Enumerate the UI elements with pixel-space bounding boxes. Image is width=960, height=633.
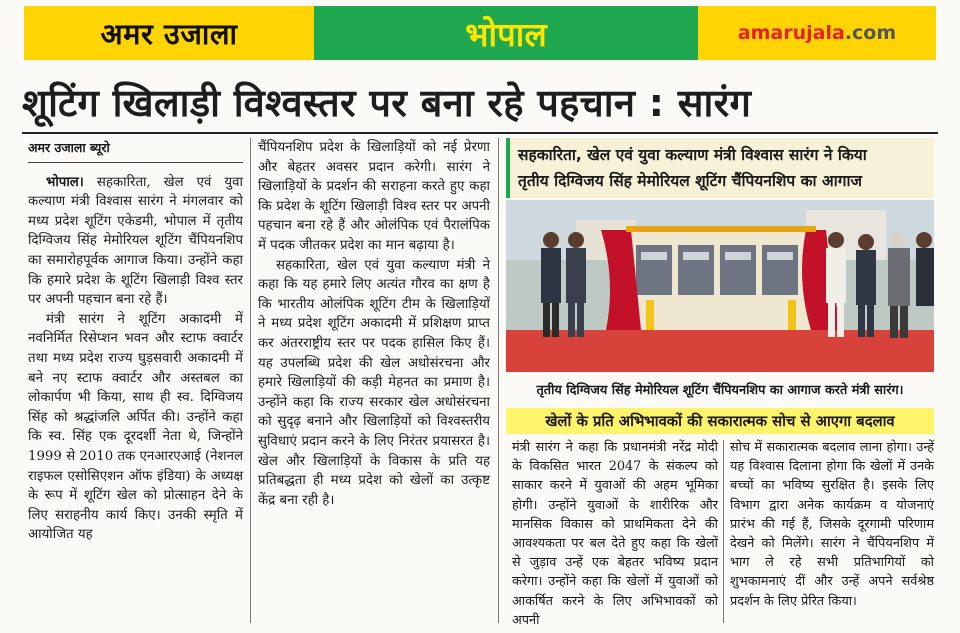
paragraph: मंत्री सारंग ने कहा कि प्रधानमंत्री नरेंद्र मोदी के विकसित भारत 2047 के संकल्प को साकार करने में युवाओं की अहम भूमिका होगी। उन्होंने युवाओं के शारीरिक और मानसिक विकास को प्राथमिकता देने की आवश्यकता पर बल देते हुए कहा कि खेलों से जुड़ाव उन्हें एक बेहतर भविष्य प्रदान करेगा। उन्होंने कहा कि खेलों में युवाओं को आकर्षित करने के लिए अभिभावकों को अपनी <box>512 440 718 628</box>
dateline: भोपाल। <box>46 174 84 190</box>
news-photo <box>506 200 934 372</box>
headline-text: शूटिंग खिलाड़ी विश्वस्तर पर बना रहे पहचान : सारंग <box>22 81 752 125</box>
article-column-4 <box>730 438 934 611</box>
headline-rule <box>22 132 938 134</box>
subheading-banner <box>506 408 934 434</box>
paragraph <box>28 173 243 310</box>
site-tld: .com <box>844 22 897 44</box>
edition-banner <box>314 6 698 60</box>
paragraph: सोच में सकारात्मक बदलाव लाना होगा। उन्हें यह विश्वास दिलाना होगा कि खेलों में उनके बच्चों का भविष्य सुरक्षित है। इसके लिए विभाग द्वारा अनेक कार्यक्रम व योजनाएं प्रारंभ की गई हैं, जिसके दूरगामी परिणाम देखने को मिलेंगे। सारंग ने चैंपियनशिप में भाग ले रहे सभी प्रतिभागियों को शुभकामनाएं दीं और उन्हें अपने सर्वश्रेष्ठ प्रदर्शन के लिए प्रेरित किया। <box>730 440 934 609</box>
paragraph: चैंपियनशिप प्रदेश के खिलाड़ियों को नई प्रेरणा और बेहतर अवसर प्रदान करेगी। सारंग ने खिलाड़ियों के प्रदर्शन की सराहना करते हुए कहा कि प्रदेश के शूटिंग खिलाड़ी विश्व स्तर पर अपनी पहचान बना रहे हैं और ओलंपिक एवं पैरालंपिक में पदक जीतकर प्रदेश का मान बढ़ाया है। <box>258 140 490 253</box>
masthead <box>0 0 960 70</box>
photo-scene-illustration <box>506 200 934 372</box>
photo-caption-text: तृतीय दिग्विजय सिंह मेमोरियल शूटिंग चैंपियनशिप का आगाज करते मंत्री सारंग। <box>536 383 904 398</box>
byline: अमर उजाला ब्यूरो <box>28 138 243 163</box>
website-banner <box>698 6 936 60</box>
photo-headline-box <box>506 138 934 198</box>
brand-name: अमर उजाला <box>100 16 238 51</box>
column-divider <box>723 440 724 623</box>
subheading-text: खेलों के प्रति अभिभावकों की सकारात्मक सोच से आएगा बदलाव <box>545 413 895 430</box>
column-divider <box>250 138 251 623</box>
photo-headline-line-2: तृतीय दिग्विजय सिंह मेमोरियल शूटिंग चैंपियनशिप का आगाज <box>518 172 863 190</box>
paragraph: सहकारिता, खेल एवं युवा कल्याण मंत्री ने कहा कि यह हमारे लिए अत्यंत गौरव का क्षण है कि भारतीय ओलंपिक शूटिंग टीम के खिलाड़ियों ने मध्य प्रदेश शूटिंग अकादमी में प्रशिक्षण प्राप्त कर अंतरराष्ट्रीय स्तर पर पदक हासिल किए हैं। यह उपलब्धि प्रदेश की खेल अधोसंरचना और हमारे खिलाड़ियों की कड़ी मेहनत का प्रमाण है। उन्होंने कहा कि राज्य सरकार खेल अधोसंरचना को सुदृढ़ बनाने और खिलाड़ियों को विश्वस्तरीय सुविधाएं प्रदान करने के लिए निरंतर प्रयासरत है। खेल और खिलाड़ियों के विकास के प्रति यह प्रतिबद्धता ही मध्य प्रदेश को खेलों का उत्कृष्ट केंद्र बना रही है। <box>258 257 490 508</box>
column-divider <box>498 138 499 623</box>
photo-caption <box>506 376 934 402</box>
photo-headline-line-1: सहकारिता, खेल एवं युवा कल्याण मंत्री विश्वास सारंग ने किया <box>518 146 867 164</box>
paragraph-text: सहकारिता, खेल एवं युवा कल्याण मंत्री विश्वास सारंग ने मंगलवार को मध्य प्रदेश शूटिंग एकेडमी, भोपाल में तृतीय दिग्विजय सिंह मेमोरियल शूटिंग चैंपियनशिप का समारोहपूर्वक आगाज किया। उन्होंने कहा कि हमारे प्रदेश के शूटिंग खिलाड़ी विश्व स्तर पर अपनी पहचान बना रहे हैं। <box>28 174 243 308</box>
article-column-2 <box>258 138 490 510</box>
newspaper-logo <box>24 6 314 60</box>
article-column-3 <box>512 438 718 630</box>
paragraph: मंत्री सारंग ने शूटिंग अकादमी में नवनिर्मित रिसेप्शन भवन और स्टाफ क्वार्टर तथा मध्य प्रदेश राज्य घुड़सवारी अकादमी में बने नए स्टाफ क्वार्टर और अस्तबल का लोकार्पण भी किया, साथ ही स्व. दिग्विजय सिंह को श्रद्धांजलि अर्पित की। उन्होंने कहा कि स्व. सिंह एक दूरदर्शी नेता थे, जिन्होंने 1999 से 2010 तक एनआरएआई (नेशनल राइफल एसोसिएशन ऑफ इंडिया) के अध्यक्ष के रूप में शूटिंग खेल को प्रोत्साहन देने के लिए सराहनीय कार्य किए। उनकी स्मृति में आयोजित यह <box>28 311 243 543</box>
headline <box>22 74 942 130</box>
site-name: amarujala <box>737 22 845 44</box>
edition-city: भोपाल <box>465 14 547 54</box>
article-column-1 <box>28 138 243 545</box>
